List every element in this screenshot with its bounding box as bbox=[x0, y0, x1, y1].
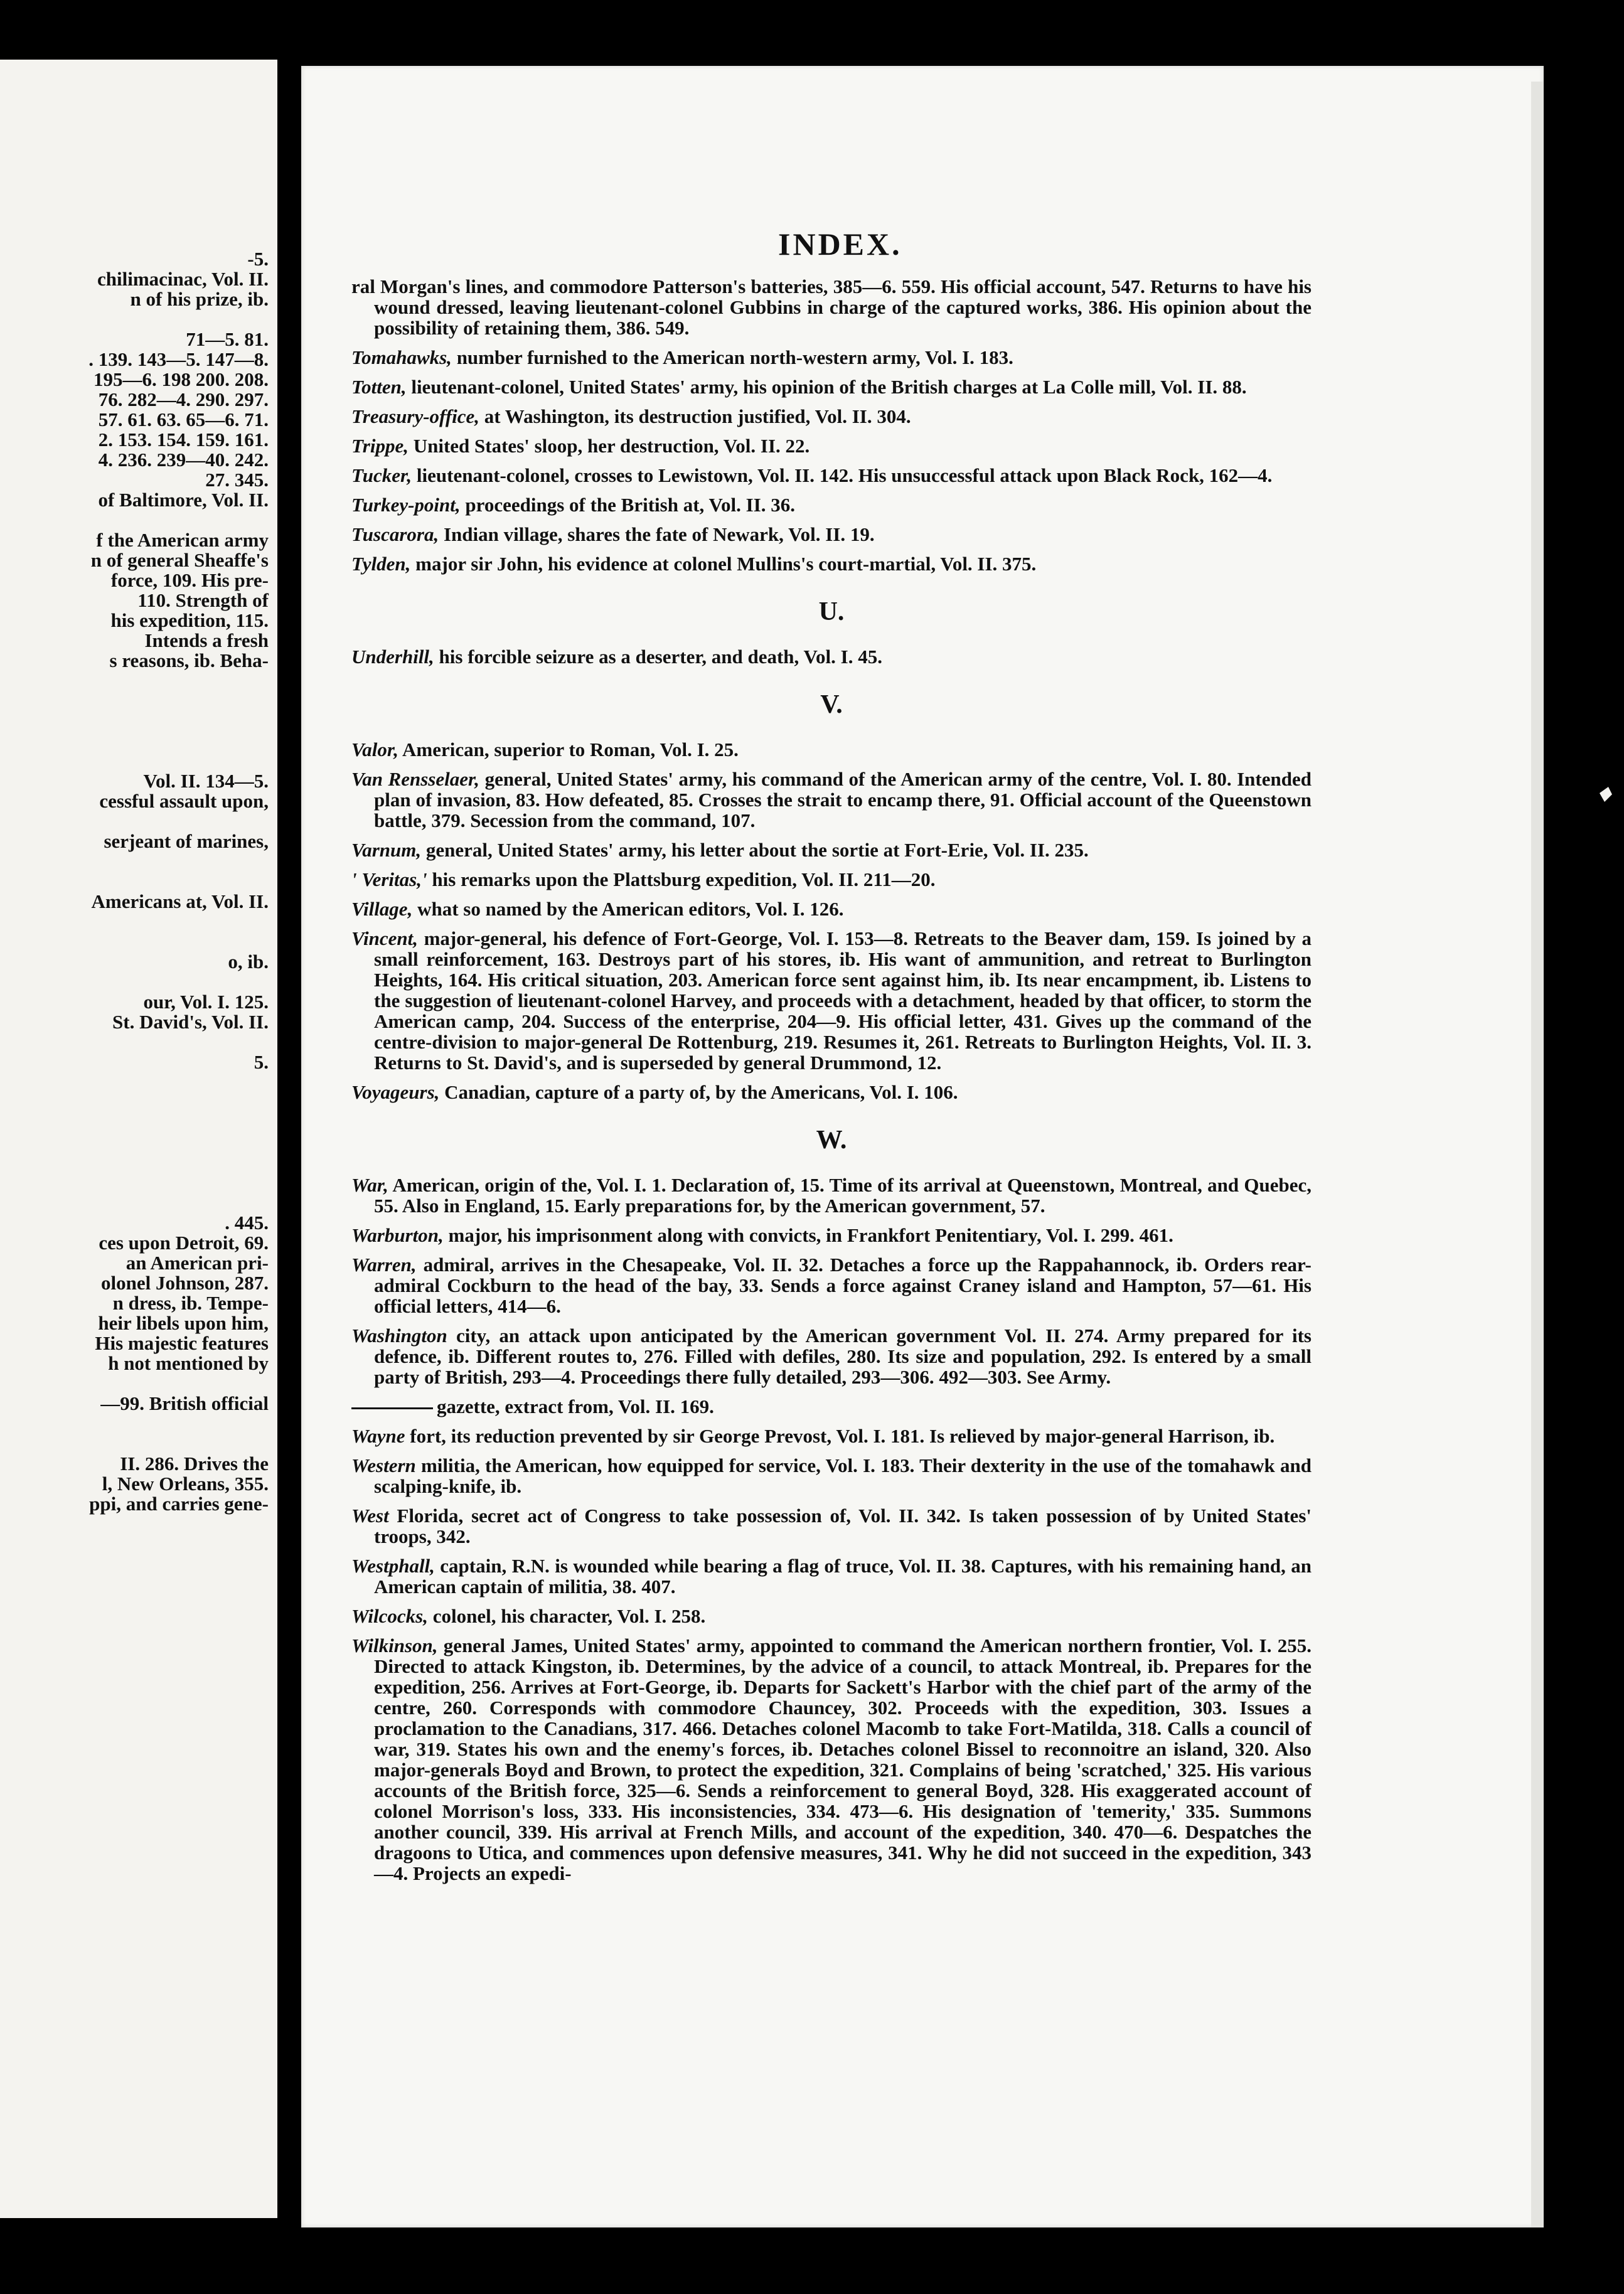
index-entry bbox=[351, 1254, 1311, 1316]
left-page-line: n dress, ib. Tempe- bbox=[112, 1292, 269, 1314]
left-page-line: l, New Orleans, 355. bbox=[102, 1473, 269, 1495]
entry-text: Florida, secret act of Congress to take possession of, Vol. II. 342. Is taken possession of by United States' troops, 342. bbox=[374, 1505, 1311, 1547]
index-entry bbox=[351, 1455, 1311, 1496]
entry-headword: Tucker, bbox=[351, 464, 412, 486]
entry-headword: Valor, bbox=[351, 739, 398, 760]
entry-text: United States' sloop, her destruction, Vol. II. 22. bbox=[408, 435, 810, 457]
left-page-line: -5. bbox=[247, 248, 269, 270]
index-entry bbox=[351, 276, 1311, 338]
entry-text: gazette, extract from, Vol. II. 169. bbox=[437, 1395, 714, 1417]
index-entry bbox=[351, 840, 1311, 860]
entry-headword: Wilkinson, bbox=[351, 1635, 438, 1656]
entry-text: his remarks upon the Plattsburg expedition, Vol. II. 211—20. bbox=[427, 868, 936, 890]
left-page-line: ppi, and carries gene- bbox=[89, 1493, 269, 1515]
entry-headword: Totten, bbox=[351, 376, 407, 398]
section-w bbox=[351, 1175, 1311, 1884]
left-page-line: n of his prize, ib. bbox=[130, 288, 269, 310]
left-page-line: heir libels upon him, bbox=[98, 1312, 269, 1334]
left-facing-page bbox=[0, 60, 277, 2218]
entry-headword: Wilcocks, bbox=[351, 1605, 428, 1627]
entry-text: lieutenant-colonel, crosses to Lewistown, Vol. II. 142. His unsuccessful attack upon Black Rock, 162—4. bbox=[412, 464, 1273, 486]
left-page-line: His majestic features bbox=[95, 1332, 269, 1354]
left-page-line: his expedition, 115. bbox=[110, 609, 269, 631]
entry-text: general, United States' army, his command of the American army of the centre, Vol. I. 80. Intended plan of invasion, 83. How defeated, 85. Crosses the strait to encamp there, 91. Official account of the Queenstown battle, 379. Secession from the command, 107. bbox=[374, 768, 1311, 831]
index-entry bbox=[351, 1175, 1311, 1216]
index-entry bbox=[351, 739, 1311, 760]
index-entry bbox=[351, 646, 1311, 667]
index-entry bbox=[351, 1396, 1311, 1417]
section-v bbox=[351, 739, 1311, 1102]
left-page-line: Vol. II. 134—5. bbox=[143, 770, 269, 792]
index-entry bbox=[351, 1426, 1311, 1446]
entry-text: major, his imprisonment along with convicts, in Frankfort Penitentiary, Vol. I. 299. 461. bbox=[443, 1224, 1173, 1246]
left-page-line: 27. 345. bbox=[205, 469, 269, 491]
entry-text: lieutenant-colonel, United States' army, his opinion of the British charges at La Colle mill, Vol. II. 88. bbox=[406, 376, 1247, 398]
left-page-line: chilimacinac, Vol. II. bbox=[97, 268, 269, 290]
entry-text: his forcible seizure as a deserter, and death, Vol. I. 45. bbox=[434, 646, 882, 668]
entry-text: general James, United States' army, appointed to command the American northern frontier, Vol. I. 255. Directed to attack Kingston, ib. Determines, by the advice of a council, to attack Montreal, ib. Prepares for the expedition, 256. Arrives at Fort-George, ib. Departs for Sackett's Harbor with the chief part of the army of the centre, 260. Corresponds with commodore Chauncey, 302. Proceeds with the expedition, 303. Issues a proclamation to the Canadians, 317. 466. Detaches colonel Macomb to take Fort-Matilda, 318. Calls a council of war, 319. States his own and the enemy's forces, ib. Detaches colonel Bissel to reconnoitre an island, 320. Also major-generals Boyd and Brown, to protect the expedition, 321. Complains of being 'scratched,' 325. His various accounts of the British force, 325—6. Sends a reinforcement to general Boyd, 328. His exaggerated account of colonel Morrison's loss, 333. His inconsistencies, 334. 473—6. His designation of 'temerity,' 335. Summons another council, 339. His arrival at French Mills, and account of the expedition, 340. 470—6. Despatches the dragoons to Utica, and commences upon defensive measures, 341. Why he did not succeed in the expedition, 343—4. Projects an expedi- bbox=[374, 1635, 1311, 1884]
index-entry bbox=[351, 1325, 1311, 1387]
letter-heading-w: W. bbox=[816, 1126, 847, 1155]
index-entry bbox=[351, 869, 1311, 890]
entry-headword: Village, bbox=[351, 898, 413, 920]
entry-headword: Tuscarora, bbox=[351, 523, 439, 545]
left-page-line: . 445. bbox=[225, 1212, 269, 1234]
index-entry bbox=[351, 524, 1311, 545]
left-page-line: n of general Sheaffe's bbox=[90, 549, 269, 571]
entry-headword: West bbox=[351, 1505, 389, 1527]
entry-text: major sir John, his evidence at colonel Mullins's court-martial, Vol. II. 375. bbox=[410, 553, 1037, 575]
left-page-line: Americans at, Vol. II. bbox=[91, 890, 269, 912]
index-entry bbox=[351, 553, 1311, 574]
entry-text: ral Morgan's lines, and commodore Patterson's batteries, 385—6. 559. His official account, 547. Returns to have his wound dressed, leaving lieutenant-colonel Gubbins in charge of the captured works, 386. His opinion about the possibility of retaining them, 386. 549. bbox=[351, 275, 1311, 339]
entry-headword: Tomahawks, bbox=[351, 346, 452, 368]
entry-headword: Varnum, bbox=[351, 839, 422, 861]
left-page-line: 71—5. 81. bbox=[186, 328, 269, 350]
entry-headword: Turkey-point, bbox=[351, 494, 461, 516]
left-page-line: cessful assault upon, bbox=[99, 790, 269, 812]
entry-headword: Treasury-office, bbox=[351, 405, 480, 427]
left-page-line: 4. 236. 239—40. 242. bbox=[98, 449, 269, 471]
index-entry bbox=[351, 347, 1311, 368]
left-page-line: force, 109. His pre- bbox=[110, 569, 269, 591]
left-page-line: II. 286. Drives the bbox=[120, 1453, 269, 1475]
left-page-line: 195—6. 198 200. 208. bbox=[93, 368, 269, 390]
entry-headword: Western bbox=[351, 1454, 416, 1476]
left-page-line: —99. British official bbox=[100, 1392, 269, 1414]
left-page-line: f the American army bbox=[96, 529, 269, 551]
left-page-line: 76. 282—4. 290. 297. bbox=[98, 388, 269, 410]
section-u bbox=[351, 646, 1311, 667]
left-page-line: ces upon Detroit, 69. bbox=[99, 1232, 269, 1254]
left-page-line: 2. 153. 154. 159. 161. bbox=[98, 429, 269, 451]
entry-text: major-general, his defence of Fort-George, Vol. I. 153—8. Retreats to the Beaver dam, 159. Is joined by a small reinforcement, 163. Destroys part of his stores, ib. His want of ammunition, and retreat to Burlington Heights, 164. His critical situation, 203. American force sent against him, ib. Its near encampment, ib. Listens to the suggestion of lieutenant-colonel Harvey, and proceeds with a detachment, headed by that officer, to storm the American camp, 204. Success of the enterprise, 204—9. His official letter, 431. Gives up the command of the centre-division to major-general De Rottenburg, 219. Resumes it, 261. Retreats to Burlington Heights, Vol. II. 3. Returns to St. David's, and is superseded by general Drummond, 12. bbox=[374, 927, 1311, 1074]
index-entry bbox=[351, 1505, 1311, 1547]
ditto-dash bbox=[351, 1407, 433, 1409]
index-entries bbox=[351, 276, 1311, 1892]
entry-headword: Wayne bbox=[351, 1425, 405, 1447]
index-entry bbox=[351, 1635, 1311, 1884]
index-entry bbox=[351, 928, 1311, 1073]
index-entry bbox=[351, 1555, 1311, 1597]
entry-headword: Tylden, bbox=[351, 553, 411, 575]
entry-text: admiral, arrives in the Chesapeake, Vol. II. 32. Detaches a force up the Rappahannock, ib. Orders rear-admiral Cockburn to the head of the bay, 33. Sends a force against Craney island and Hampton, 57—61. His official letters, 414—6. bbox=[374, 1254, 1311, 1317]
left-page-line: our, Vol. I. 125. bbox=[143, 991, 269, 1013]
letter-heading-v: V. bbox=[820, 690, 843, 719]
entry-text: proceedings of the British at, Vol. II. 36. bbox=[460, 494, 796, 516]
letter-heading-u: U. bbox=[818, 597, 845, 626]
entry-text: fort, its reduction prevented by sir George Prevost, Vol. I. 181. Is relieved by major-general Harrison, ib. bbox=[405, 1425, 1275, 1447]
page-edge bbox=[1531, 82, 1544, 2227]
entry-text: number furnished to the American north-western army, Vol. I. 183. bbox=[451, 346, 1013, 368]
paper-speck bbox=[1597, 784, 1613, 803]
index-entry bbox=[351, 494, 1311, 515]
entry-text: city, an attack upon anticipated by the American government Vol. II. 274. Army prepared for its defence, ib. Different routes to, 276. Filled with defiles, 280. Its size and population, 292. Is entered by a small party of British, 293—4. Proceedings there fully detailed, 293—306. 492—303. See Army. bbox=[374, 1325, 1311, 1388]
left-page-line: olonel Johnson, 287. bbox=[100, 1272, 269, 1294]
index-entry bbox=[351, 899, 1311, 919]
left-page-line: Intends a fresh bbox=[144, 629, 269, 651]
index-entry bbox=[351, 1225, 1311, 1246]
entry-text: American, origin of the, Vol. I. 1. Declaration of, 15. Time of its arrival at Queenstown, Montreal, and Quebec, 55. Also in England, 15. Early preparations for, by the American government, 57. bbox=[374, 1174, 1311, 1217]
entry-text: at Washington, its destruction justified, Vol. II. 304. bbox=[479, 405, 911, 427]
entry-text: captain, R.N. is wounded while bearing a flag of truce, Vol. II. 38. Captures, with his remaining hand, an American captain of militia, 38. 407. bbox=[374, 1555, 1311, 1598]
entry-text: American, superior to Roman, Vol. I. 25. bbox=[398, 739, 739, 760]
entry-headword: Voyageurs, bbox=[351, 1081, 440, 1103]
left-page-line: 110. Strength of bbox=[137, 589, 269, 611]
left-page-line: . 139. 143—5. 147—8. bbox=[88, 348, 269, 370]
left-page-line: serjeant of marines, bbox=[104, 830, 269, 852]
entry-text: colonel, his character, Vol. I. 258. bbox=[427, 1605, 706, 1627]
entry-text: Indian village, shares the fate of Newark, Vol. II. 19. bbox=[439, 523, 875, 545]
page-title: INDEX. bbox=[778, 227, 902, 262]
index-entry bbox=[351, 1606, 1311, 1626]
index-entry bbox=[351, 406, 1311, 427]
entry-headword: Underhill, bbox=[351, 646, 434, 668]
entry-headword: Washington bbox=[351, 1325, 447, 1347]
entry-text: general, United States' army, his letter about the sortie at Fort-Erie, Vol. II. 235. bbox=[421, 839, 1089, 861]
entry-headword: ' Veritas,' bbox=[351, 868, 427, 890]
entry-headword: Van Rensselaer, bbox=[351, 768, 480, 790]
index-entry bbox=[351, 769, 1311, 831]
entry-headword: Trippe, bbox=[351, 435, 409, 457]
entry-headword: Warburton, bbox=[351, 1224, 444, 1246]
left-page-line: h not mentioned by bbox=[108, 1352, 269, 1374]
left-page-line: s reasons, ib. Beha- bbox=[109, 649, 269, 671]
index-entry bbox=[351, 376, 1311, 397]
left-page-line: 57. 61. 63. 65—6. 71. bbox=[98, 408, 269, 430]
entry-headword: Vincent, bbox=[351, 927, 418, 949]
index-entry bbox=[351, 435, 1311, 456]
entry-headword: War, bbox=[351, 1174, 388, 1196]
entry-text: Canadian, capture of a party of, by the Americans, Vol. I. 106. bbox=[439, 1081, 958, 1103]
entry-headword: Westphall, bbox=[351, 1555, 435, 1577]
left-page-line: o, ib. bbox=[228, 951, 269, 973]
left-page-line: St. David's, Vol. II. bbox=[112, 1011, 269, 1033]
left-page-line: of Baltimore, Vol. II. bbox=[98, 489, 269, 511]
section-t bbox=[351, 276, 1311, 574]
index-entry bbox=[351, 465, 1311, 486]
left-page-line: an American pri- bbox=[126, 1252, 269, 1274]
left-page-line: 5. bbox=[254, 1051, 269, 1073]
index-entry bbox=[351, 1082, 1311, 1102]
entry-text: militia, the American, how equipped for service, Vol. I. 183. Their dexterity in the use of the tomahawk and scalping-knife, ib. bbox=[374, 1454, 1311, 1497]
entry-text: what so named by the American editors, Vol. I. 126. bbox=[412, 898, 844, 920]
entry-headword: Warren, bbox=[351, 1254, 417, 1276]
